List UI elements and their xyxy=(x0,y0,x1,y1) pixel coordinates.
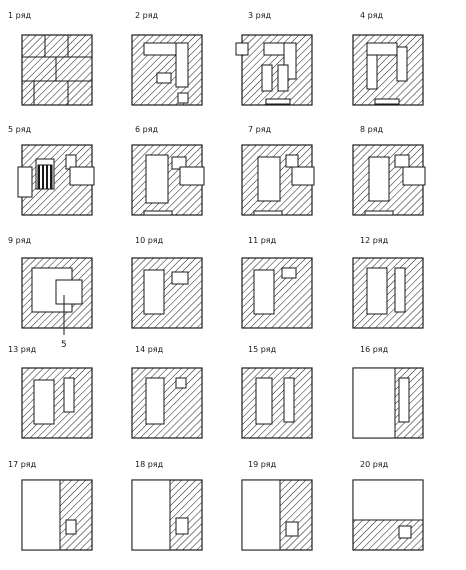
row-label: 19 ряд xyxy=(248,460,277,469)
brick-body xyxy=(132,368,202,438)
row-plan-6 xyxy=(132,145,204,215)
opening xyxy=(172,272,188,284)
row-label: 6 ряд xyxy=(135,125,159,134)
opening xyxy=(256,378,272,424)
row-plan-9 xyxy=(22,258,92,328)
opening xyxy=(66,520,76,534)
opening xyxy=(397,47,407,81)
opening xyxy=(286,155,298,167)
brick-body xyxy=(22,35,92,105)
opening xyxy=(282,268,296,278)
opening xyxy=(146,378,164,424)
row-label: 7 ряд xyxy=(248,125,272,134)
frame-element xyxy=(403,167,425,185)
opening xyxy=(157,73,171,83)
row-label: 12 ряд xyxy=(360,236,389,245)
frame-element xyxy=(144,211,172,215)
row-label: 1 ряд xyxy=(8,11,32,20)
row-plan-16 xyxy=(353,368,423,438)
frame-element xyxy=(180,167,204,185)
row-plan-5 xyxy=(18,145,94,215)
frame-element xyxy=(266,99,290,104)
opening xyxy=(22,480,60,550)
brick-body xyxy=(353,258,423,328)
frame-element xyxy=(178,93,188,103)
opening xyxy=(353,480,423,520)
frame-element xyxy=(18,167,32,197)
row-label: 15 ряд xyxy=(248,345,277,354)
opening xyxy=(278,65,288,91)
frame-element xyxy=(292,167,314,185)
frame-element xyxy=(375,99,399,104)
row-label: 10 ряд xyxy=(135,236,164,245)
opening xyxy=(399,378,409,422)
row-label: 17 ряд xyxy=(8,460,37,469)
opening xyxy=(395,155,409,167)
row-label: 18 ряд xyxy=(135,460,164,469)
row-label: 5 ряд xyxy=(8,125,32,134)
row-label: 20 ряд xyxy=(360,460,389,469)
row-label: 13 ряд xyxy=(8,345,37,354)
row-label: 11 ряд xyxy=(248,236,277,245)
row-label: 14 ряд xyxy=(135,345,164,354)
row-plan-15 xyxy=(242,368,312,438)
opening xyxy=(367,55,377,89)
opening xyxy=(144,270,164,314)
row-plan-7 xyxy=(242,145,314,215)
opening xyxy=(254,270,274,314)
opening xyxy=(176,43,188,87)
opening xyxy=(284,378,294,422)
opening xyxy=(367,268,387,314)
brick-body xyxy=(242,368,312,438)
row-plan-4 xyxy=(353,35,423,105)
row-plan-17 xyxy=(22,480,92,550)
opening xyxy=(262,65,272,91)
opening xyxy=(353,368,395,438)
opening xyxy=(64,378,74,412)
row-label: 9 ряд xyxy=(8,236,32,245)
brick-body xyxy=(132,258,202,328)
brick-body xyxy=(22,368,92,438)
opening xyxy=(34,380,54,424)
opening xyxy=(258,157,280,201)
opening xyxy=(176,378,186,388)
callout-label: 5 xyxy=(61,340,67,350)
grate xyxy=(38,165,52,189)
opening xyxy=(176,518,188,534)
row-plan-19 xyxy=(242,480,312,550)
row-label: 2 ряд xyxy=(135,11,159,20)
opening xyxy=(399,526,411,538)
frame-element xyxy=(254,211,282,215)
frame-element xyxy=(365,211,393,215)
row-plan-11 xyxy=(242,258,312,328)
row-plan-10 xyxy=(132,258,202,328)
brick-body xyxy=(242,258,312,328)
row-plan-20 xyxy=(353,480,423,550)
row-label: 3 ряд xyxy=(248,11,272,20)
row-plan-13 xyxy=(22,368,92,438)
row-plan-8 xyxy=(353,145,425,215)
opening xyxy=(146,155,168,203)
row-plan-1 xyxy=(22,35,92,105)
row-plan-2 xyxy=(132,35,202,105)
row-label: 16 ряд xyxy=(360,345,389,354)
opening xyxy=(242,480,280,550)
row-plan-14 xyxy=(132,368,202,438)
opening xyxy=(395,268,405,312)
opening xyxy=(286,522,298,536)
opening xyxy=(132,480,170,550)
frame-element xyxy=(70,167,94,185)
row-label: 8 ряд xyxy=(360,125,384,134)
opening xyxy=(369,157,389,201)
frame-element xyxy=(236,43,248,55)
row-plan-3 xyxy=(236,35,312,105)
row-label: 4 ряд xyxy=(360,11,384,20)
opening xyxy=(367,43,397,55)
row-plan-12 xyxy=(353,258,423,328)
row-plan-18 xyxy=(132,480,202,550)
frame-element xyxy=(56,280,82,304)
